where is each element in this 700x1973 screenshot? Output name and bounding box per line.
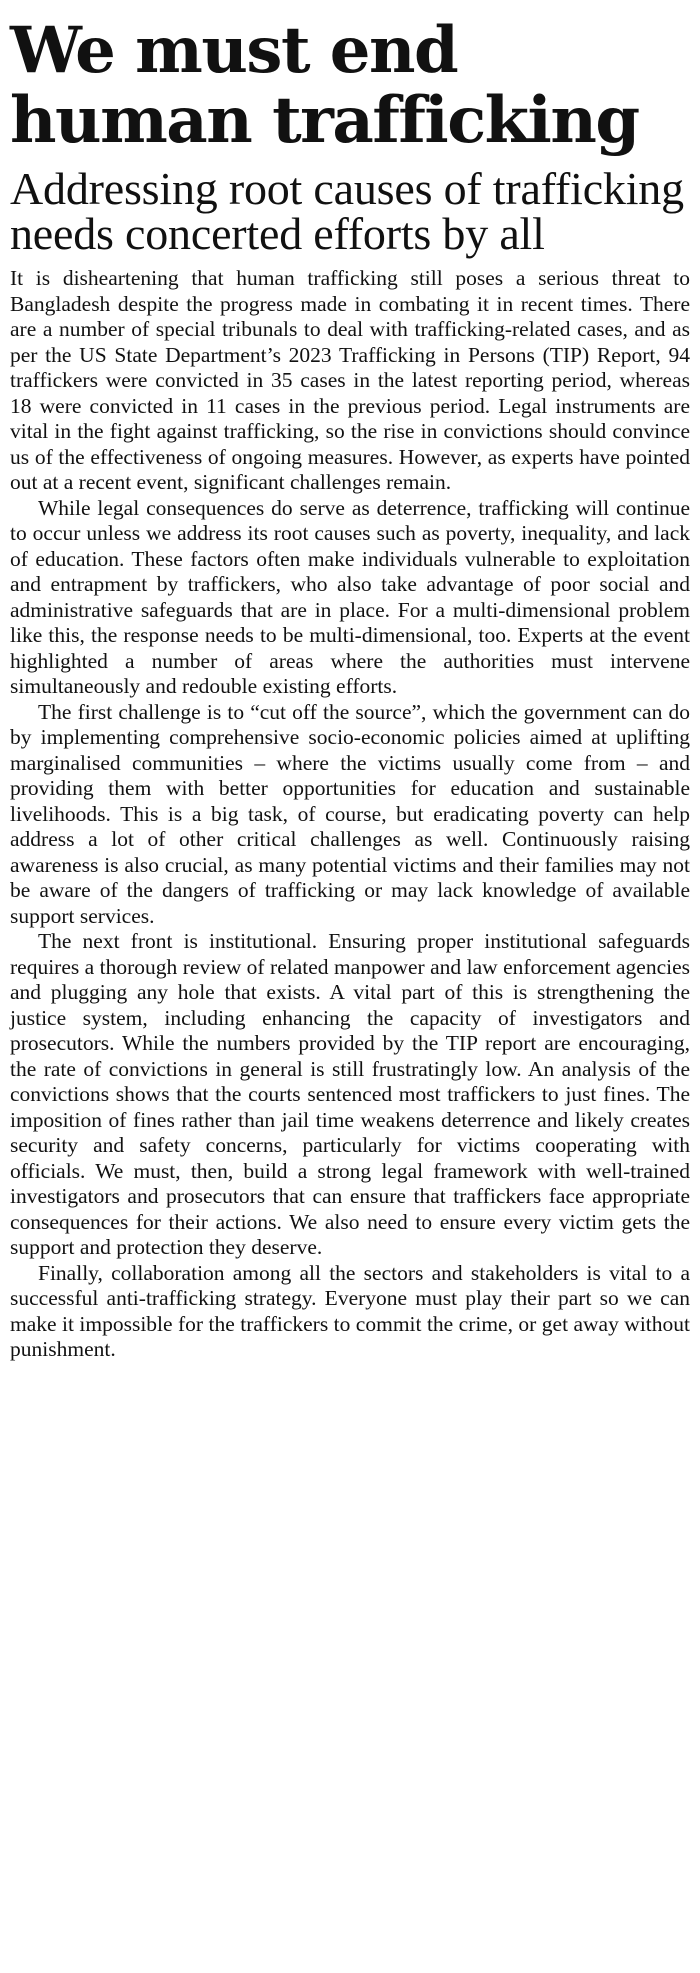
body-paragraph-5: Finally, collaboration among all the sectors and stakeholders is vital to a successful anti-trafficking strategy. Everyone must play their part so we can make it impossible for the traffickers to commit the crime, or get away without punishment. <box>10 1260 690 1361</box>
body-paragraph-1: It is disheartening that human trafficking still poses a serious threat to Bangladesh despite the progress made in combating it in recent times. There are a number of special tribunals to deal with trafficking-related cases, and as per the US State Department’s 2023 Trafficking in Persons (TIP) Report, 94 traffickers were convicted in 35 cases in the latest reporting period, whereas 18 were convicted in 11 cases in the previous period. Legal instruments are vital in the fight against trafficking, so the rise in convictions should convince us of the effectiveness of ongoing measures. However, as experts have pointed out at a recent event, significant challenges remain. <box>10 266 690 494</box>
subheadline: Addressing root causes of trafficking needs concerted efforts by all <box>10 163 684 259</box>
body-paragraph-3: The first challenge is to “cut off the source”, which the government can do by implementing comprehensive socio-economic policies aimed at uplifting marginalised communities – where the victims usually come from – and providing them with better opportunities for education and sustainable livelihoods. This is a big task, of course, but eradicating poverty can help address a lot of other critical challenges as well. Continuously raising awareness is also crucial, as many potential victims and their families may not be aware of the dangers of trafficking or may lack knowledge of available support services. <box>10 699 690 928</box>
body-paragraph-4: The next front is institutional. Ensuring proper institutional safeguards requires a thorough review of related manpower and law enforcement agencies and plugging any hole that exists. A vital part of this is strengthening the justice system, including enhancing the capacity of investigators and prosecutors. While the numbers provided by the TIP report are encouraging, the rate of convictions in general is still frustratingly low. An analysis of the convictions shows that the courts sentenced most traffickers to just fines. The imposition of fines rather than jail time weakens deterrence and likely creates security and safety concerns, particularly for victims cooperating with officials. We must, then, build a strong legal framework with well-trained investigators and prosecutors that can ensure that traffickers face appropriate consequences for their actions. We also need to ensure every victim gets the support and protection they deserve. <box>10 929 690 1259</box>
body-paragraph-2: While legal consequences do serve as deterrence, trafficking will continue to occur unless we address its root causes such as poverty, inequality, and lack of education. These factors often make individuals vulnerable to exploitation and entrapment by traffickers, who also take advantage of poor social and administrative safeguards that are in place. For a multi-dimensional problem like this, the response needs to be multi-dimensional, too. Experts at the event highlighted a number of areas where the authorities must intervene simultaneously and redouble existing efforts. <box>10 495 690 698</box>
headline: We must end human trafficking <box>10 13 639 158</box>
article-body <box>10 266 690 1363</box>
